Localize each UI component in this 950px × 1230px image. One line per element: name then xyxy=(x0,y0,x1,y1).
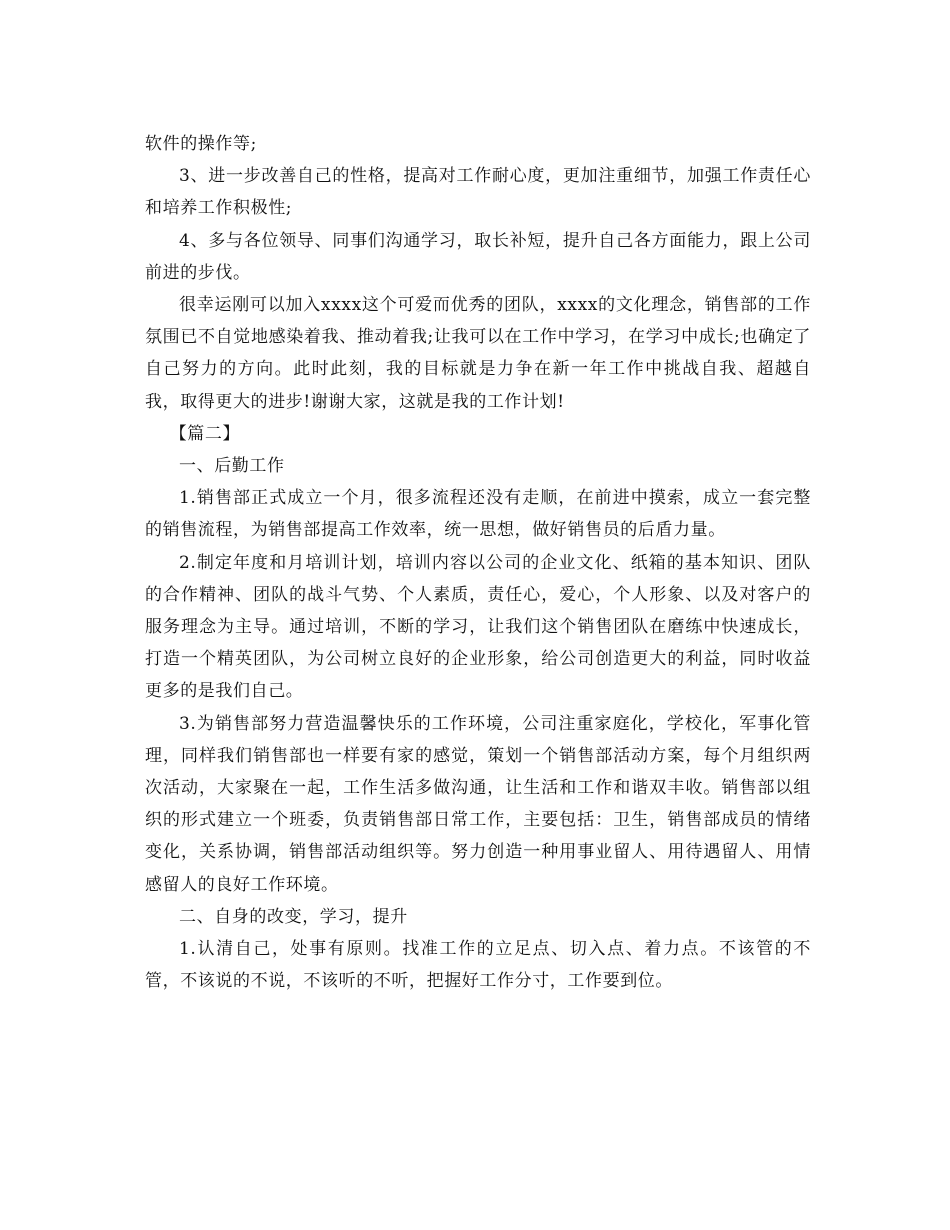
paragraph-closing: 很幸运刚可以加入xxxx这个可爱而优秀的团队，xxxx的文化理念，销售部的工作氛围已不自觉地感染着我、推动着我;让我可以在工作中学习，在学习中成长;也确定了自己努力的方向。此时此刻，我的目标就是力争在新一年工作中挑战自我、超越自我，取得更大的进步!谢谢大家，这就是我的工作计划! xyxy=(145,295,811,412)
paragraph-item-3: 3、进一步改善自己的性格，提高对工作耐心度，更加注重细节，加强工作责任心和培养工作积极性; xyxy=(145,166,811,219)
paragraph-self-1: 1.认清自己，处事有原则。找准工作的立足点、切入点、着力点。不该管的不管，不该说的不说，不该听的不听，把握好工作分寸，工作要到位。 xyxy=(145,939,811,992)
paragraph-logistics-3: 3.为销售部努力营造温馨快乐的工作环境，公司注重家庭化，学校化，军事化管理，同样我们销售部也一样要有家的感觉，策划一个销售部活动方案，每个月组织两次活动，大家聚在一起，工作生活多做沟通，让生活和工作和谐双丰收。销售部以组织的形式建立一个班委，负责销售部日常工作，主要包括：卫生，销售部成员的情绪变化，关系协调，销售部活动组织等。努力创造一种用事业留人、用待遇留人、用情感留人的良好工作环境。 xyxy=(145,713,811,895)
heading-part-2: 【篇二】 xyxy=(169,423,241,444)
paragraph-continuation: 软件的操作等; xyxy=(145,134,257,154)
paragraph-item-4: 4、多与各位领导、同事们沟通学习，取长补短，提升自己各方面能力，跟上公司前进的步伐。 xyxy=(145,230,811,283)
document-page xyxy=(145,128,811,997)
paragraph-logistics-1: 1.销售部正式成立一个月，很多流程还没有走顺，在前进中摸索，成立一套完整的销售流程，为销售部提高工作效率，统一思想，做好销售员的后盾力量。 xyxy=(145,488,811,541)
heading-section-2: 二、自身的改变，学习，提升 xyxy=(179,906,408,927)
heading-section-1: 一、后勤工作 xyxy=(179,456,285,477)
paragraph-logistics-2: 2.制定年度和月培训计划，培训内容以公司的企业文化、纸箱的基本知识、团队的合作精神、团队的战斗气势、个人素质，责任心，爱心，个人形象、以及对客户的服务理念为主导。通过培训，不断的学习，让我们这个销售团队在磨练中快速成长，打造一个精英团队，为公司树立良好的企业形象，给公司创造更大的利益，同时收益更多的是我们自己。 xyxy=(145,552,811,702)
